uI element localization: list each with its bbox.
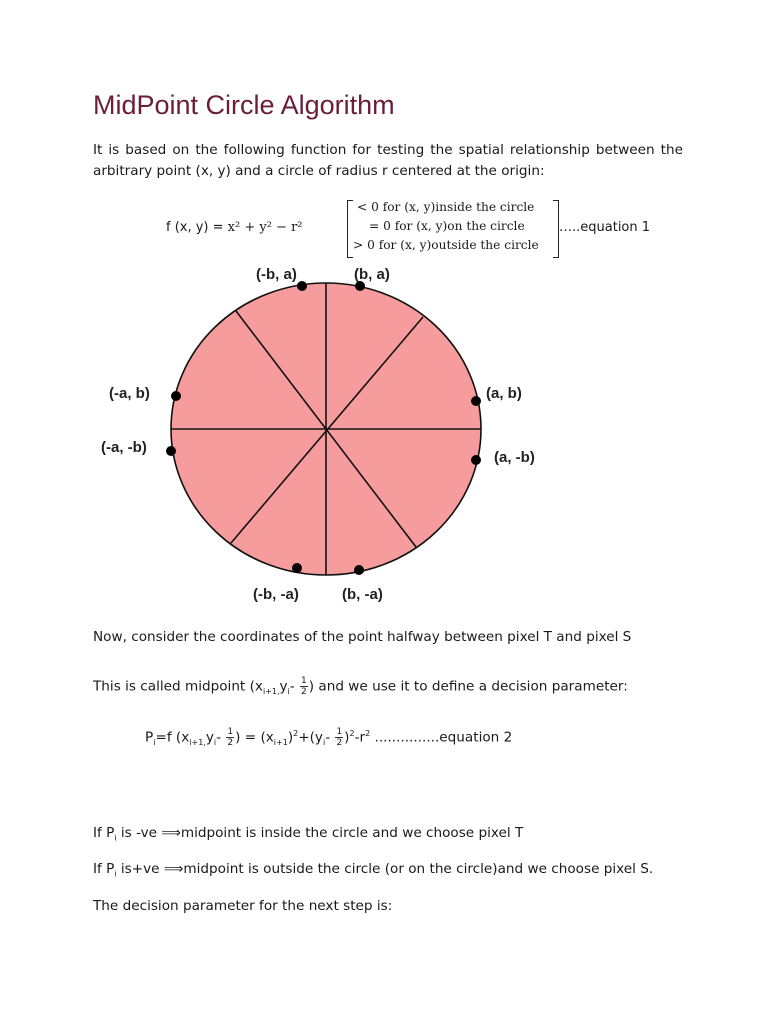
rule1-text: is -ve ⟹midpoint is inside the circle and we choose pixel T	[116, 825, 524, 841]
point-b-neg-a	[354, 565, 364, 575]
eq2-frac-den-2: 2	[336, 738, 343, 748]
eq2-frac-num-2: 1	[336, 727, 343, 737]
label-neg-a-b: (-a, b)	[109, 385, 150, 402]
rule1-sub: i	[114, 833, 117, 843]
midpoint-minus: -	[289, 678, 295, 695]
intro-paragraph: It is based on the following function for testing the spatial relationship between the arbitrary point (x, y) and a circle of radius r centered at the origin:	[93, 142, 683, 179]
eq2-fraction-2	[335, 727, 343, 748]
page-title: MidPoint Circle Algorithm	[93, 90, 395, 120]
label-neg-a-neg-b: (-a, -b)	[101, 439, 147, 456]
eq2-p: P	[145, 729, 154, 746]
point-a-b	[471, 396, 481, 406]
rule-positive	[93, 861, 653, 879]
eq2-y-sub-2: i	[322, 738, 326, 748]
rule2-sub: i	[114, 869, 117, 879]
rule-negative	[93, 825, 523, 843]
frac-den: 2	[301, 687, 307, 697]
rule1-p: If P	[93, 825, 115, 841]
equation-1-function	[166, 220, 303, 235]
eq2-fraction-1	[226, 727, 234, 748]
midpoint-fraction	[300, 676, 308, 697]
eq2-y: y	[205, 729, 214, 746]
eq2-tag: ...............equation 2	[370, 729, 513, 746]
point-neg-a-neg-b	[166, 446, 176, 456]
rule2-text: is+ve ⟹midpoint is outside the circle (or on the circle)and we choose pixel S.	[116, 861, 654, 877]
halfway-text: Now, consider the coordinates of the point halfway between pixel T and pixel S	[93, 629, 632, 645]
midpoint-y: y	[279, 678, 288, 695]
eq2-y-sub: i	[213, 738, 217, 748]
eq2-close-2: )	[344, 729, 350, 746]
eq2-p-sub: i	[153, 738, 156, 748]
circle-diagram	[0, 255, 768, 615]
equation-1-lhs: f (x, y) =	[166, 220, 228, 235]
eq2-minus-2: -	[325, 729, 331, 746]
midpoint-text	[93, 676, 628, 697]
label-b-neg-a: (b, -a)	[342, 586, 383, 603]
equation-2	[145, 727, 512, 748]
frac-num: 1	[301, 676, 307, 686]
label-neg-b-a: (-b, a)	[256, 266, 297, 283]
case-inside: < 0 for (x, y)inside the circle	[357, 200, 535, 214]
eq2-frac-num: 1	[227, 727, 234, 737]
equation-1-rhs: x² + y² − r²	[227, 220, 303, 235]
eq2-plus: +(y	[298, 729, 323, 746]
eq2-frac-den: 2	[227, 738, 234, 748]
eq2-f-open: =f (x	[155, 729, 190, 746]
rule2-p: If P	[93, 861, 115, 877]
midpoint-sub-1: i+1,	[262, 687, 280, 697]
equation-1-tag: …..equation 1	[559, 220, 651, 235]
eq2-r-sq: 2	[365, 728, 371, 738]
point-neg-b-a	[297, 281, 307, 291]
next-step-text: The decision parameter for the next step is:	[93, 898, 393, 914]
label-neg-b-neg-a: (-b, -a)	[253, 586, 299, 603]
label-b-a: (b, a)	[354, 266, 390, 283]
eq2-x-sub: i+1	[273, 738, 288, 748]
point-a-neg-b	[471, 455, 481, 465]
case-outside: > 0 for (x, y)outside the circle	[353, 238, 539, 252]
eq2-minus: -	[216, 729, 222, 746]
eq2-f-sub: i+1,	[189, 738, 206, 748]
case-on: = 0 for (x, y)on the circle	[369, 219, 525, 233]
eq2-mid: ) = (x	[235, 729, 274, 746]
eq2-sq: 2	[293, 728, 299, 738]
point-neg-b-neg-a	[292, 563, 302, 573]
eq2-sq-2: 2	[349, 728, 355, 738]
midpoint-after: ) and we use it to define a decision parameter:	[308, 678, 628, 695]
eq2-close: )	[287, 729, 294, 746]
label-a-b: (a, b)	[486, 385, 522, 402]
eq2-minus-r: -r	[354, 729, 366, 746]
midpoint-sub-2: i	[287, 687, 290, 697]
label-a-neg-b: (a, -b)	[494, 449, 535, 466]
midpoint-before: This is called midpoint (x	[93, 678, 263, 695]
equation-1-cases	[347, 200, 559, 256]
point-neg-a-b	[171, 391, 181, 401]
